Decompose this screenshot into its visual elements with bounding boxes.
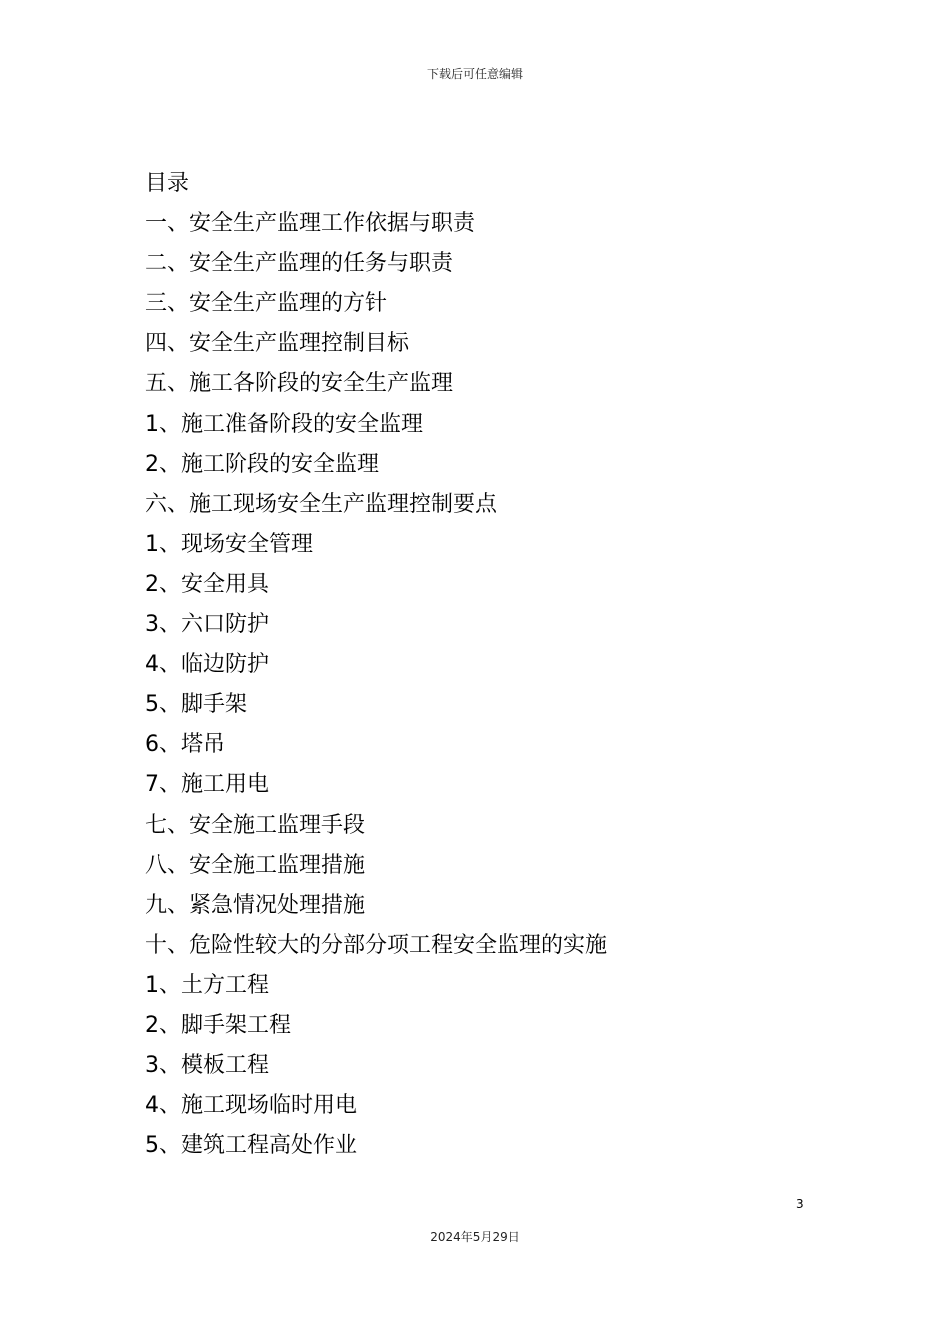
toc-item: 2、安全用具 (145, 571, 269, 597)
toc-item: 一、安全生产监理工作依据与职责 (145, 211, 476, 237)
toc-item: 3、六口防护 (145, 612, 269, 638)
table-of-contents (145, 164, 845, 1166)
toc-item: 1、土方工程 (145, 972, 269, 998)
toc-item: 四、安全生产监理控制目标 (145, 331, 410, 357)
toc-item: 五、施工各阶段的安全生产监理 (145, 371, 454, 397)
footer-date: 2024年5月29日 (430, 1230, 520, 1244)
toc-item: 5、建筑工程高处作业 (145, 1133, 357, 1159)
toc-item: 4、临边防护 (145, 652, 269, 678)
toc-item: 三、安全生产监理的方针 (145, 291, 388, 317)
toc-item: 2、脚手架工程 (145, 1012, 291, 1038)
toc-item: 6、塔吊 (145, 732, 225, 758)
toc-item: 4、施工现场临时用电 (145, 1093, 357, 1119)
toc-item: 3、模板工程 (145, 1053, 269, 1079)
header-note: 下载后可任意编辑 (426, 67, 523, 81)
toc-item: 六、施工现场安全生产监理控制要点 (145, 491, 498, 517)
toc-item: 二、安全生产监理的任务与职责 (145, 251, 454, 277)
toc-item: 八、安全施工监理措施 (145, 852, 366, 878)
toc-item: 十、危险性较大的分部分项工程安全监理的实施 (145, 932, 608, 958)
toc-item: 5、脚手架 (145, 692, 247, 718)
toc-item: 7、施工用电 (145, 772, 269, 798)
page-number: 3 (796, 1197, 804, 1211)
toc-item: 九、紧急情况处理措施 (145, 892, 366, 918)
toc-item: 2、施工阶段的安全监理 (145, 451, 379, 477)
toc-item: 七、安全施工监理手段 (145, 812, 366, 838)
toc-title: 目录 (145, 171, 190, 196)
toc-item: 1、现场安全管理 (145, 531, 313, 557)
toc-item: 1、施工准备阶段的安全监理 (145, 411, 423, 437)
